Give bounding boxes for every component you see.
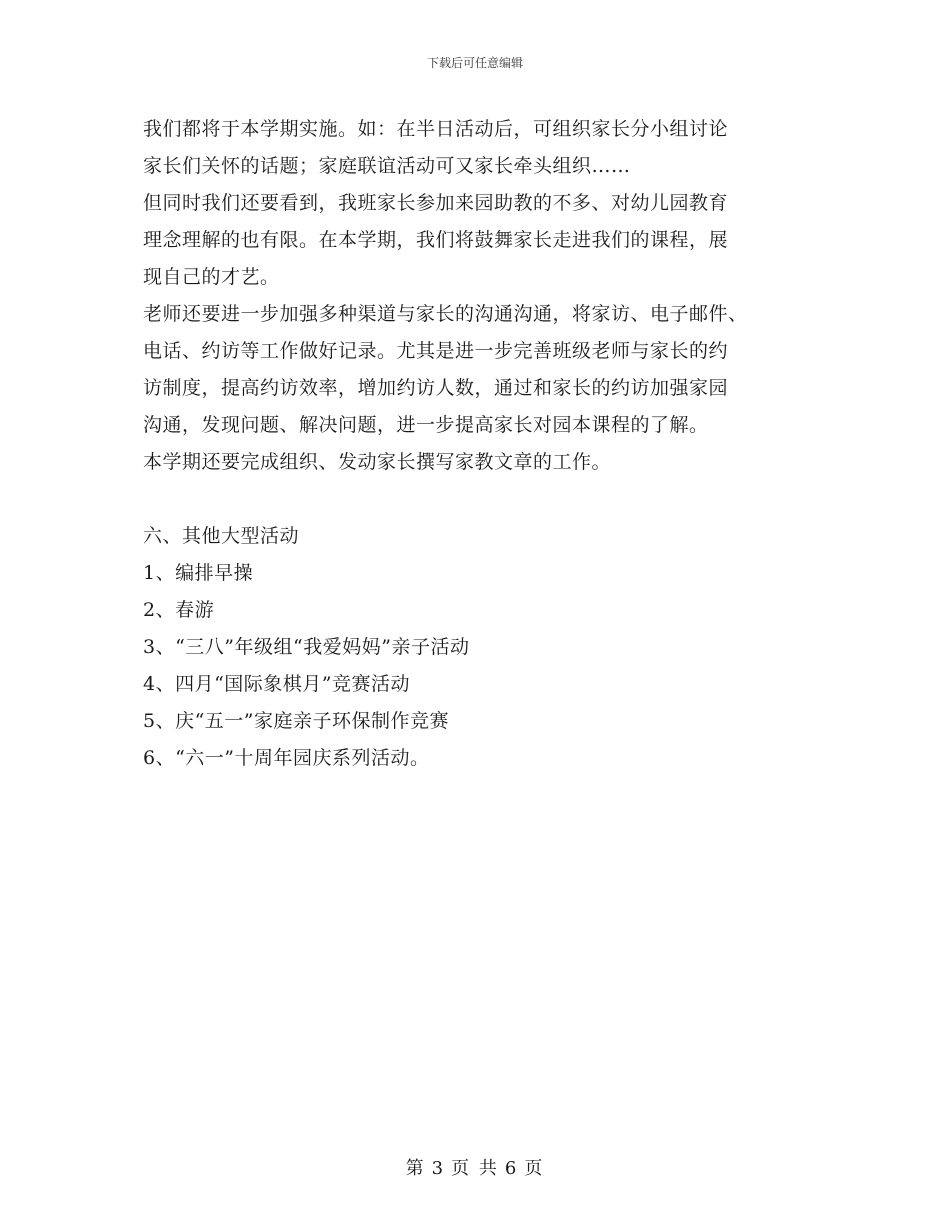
paragraph-line: 老师还要进一步加强多种渠道与家长的沟通沟通，将家访、电子邮件、 <box>143 303 748 325</box>
list-item: 3、“三八”年级组“我爱妈妈”亲子活动 <box>143 636 470 658</box>
footer-prefix: 第 <box>405 1158 426 1179</box>
footer-suffix: 页 <box>524 1158 545 1179</box>
page-footer <box>0 1154 950 1180</box>
paragraph-line: 但同时我们还要看到，我班家长参加来园助教的不多、对幼儿园教育 <box>143 192 729 214</box>
paragraph-line: 沟通，发现问题、解决问题，进一步提高家长对园本课程的了解。 <box>143 414 709 436</box>
list-item: 2、春游 <box>143 599 215 621</box>
list-item: 5、庆“五一”家庭亲子环保制作竞赛 <box>143 710 450 732</box>
paragraph-line: 本学期还要完成组织、发动家长撰写家教文章的工作。 <box>143 451 612 473</box>
paragraph-line: 家长们关怀的话题；家庭联谊活动可又家长牵头组织…… <box>143 155 631 177</box>
total-page-count: 6 <box>504 1158 519 1179</box>
page-header-note: 下载后可任意编辑 <box>426 56 523 70</box>
paragraph-line: 电话、约访等工作做好记录。尤其是进一步完善班级老师与家长的约 <box>143 340 729 362</box>
paragraph-line: 访制度，提高约访效率，增加约访人数，通过和家长的约访加强家园 <box>143 377 729 399</box>
list-item: 4、四月“国际象棋月”竞赛活动 <box>143 673 411 695</box>
paragraph-line: 理念理解的也有限。在本学期，我们将鼓舞家长走进我们的课程，展 <box>143 229 729 251</box>
blank-line <box>143 481 823 518</box>
paragraph-line: 我们都将于本学期实施。如：在半日活动后，可组织家长分小组讨论 <box>143 118 729 140</box>
list-item: 1、编排早操 <box>143 562 254 584</box>
section-title: 六、其他大型活动 <box>143 525 300 547</box>
footer-middle: 页 共 <box>451 1158 499 1179</box>
paragraph-line: 现自己的才艺。 <box>143 266 280 288</box>
document-body <box>143 111 823 777</box>
current-page-number: 3 <box>431 1158 446 1179</box>
list-item: 6、“六一”十周年园庆系列活动。 <box>143 747 430 769</box>
